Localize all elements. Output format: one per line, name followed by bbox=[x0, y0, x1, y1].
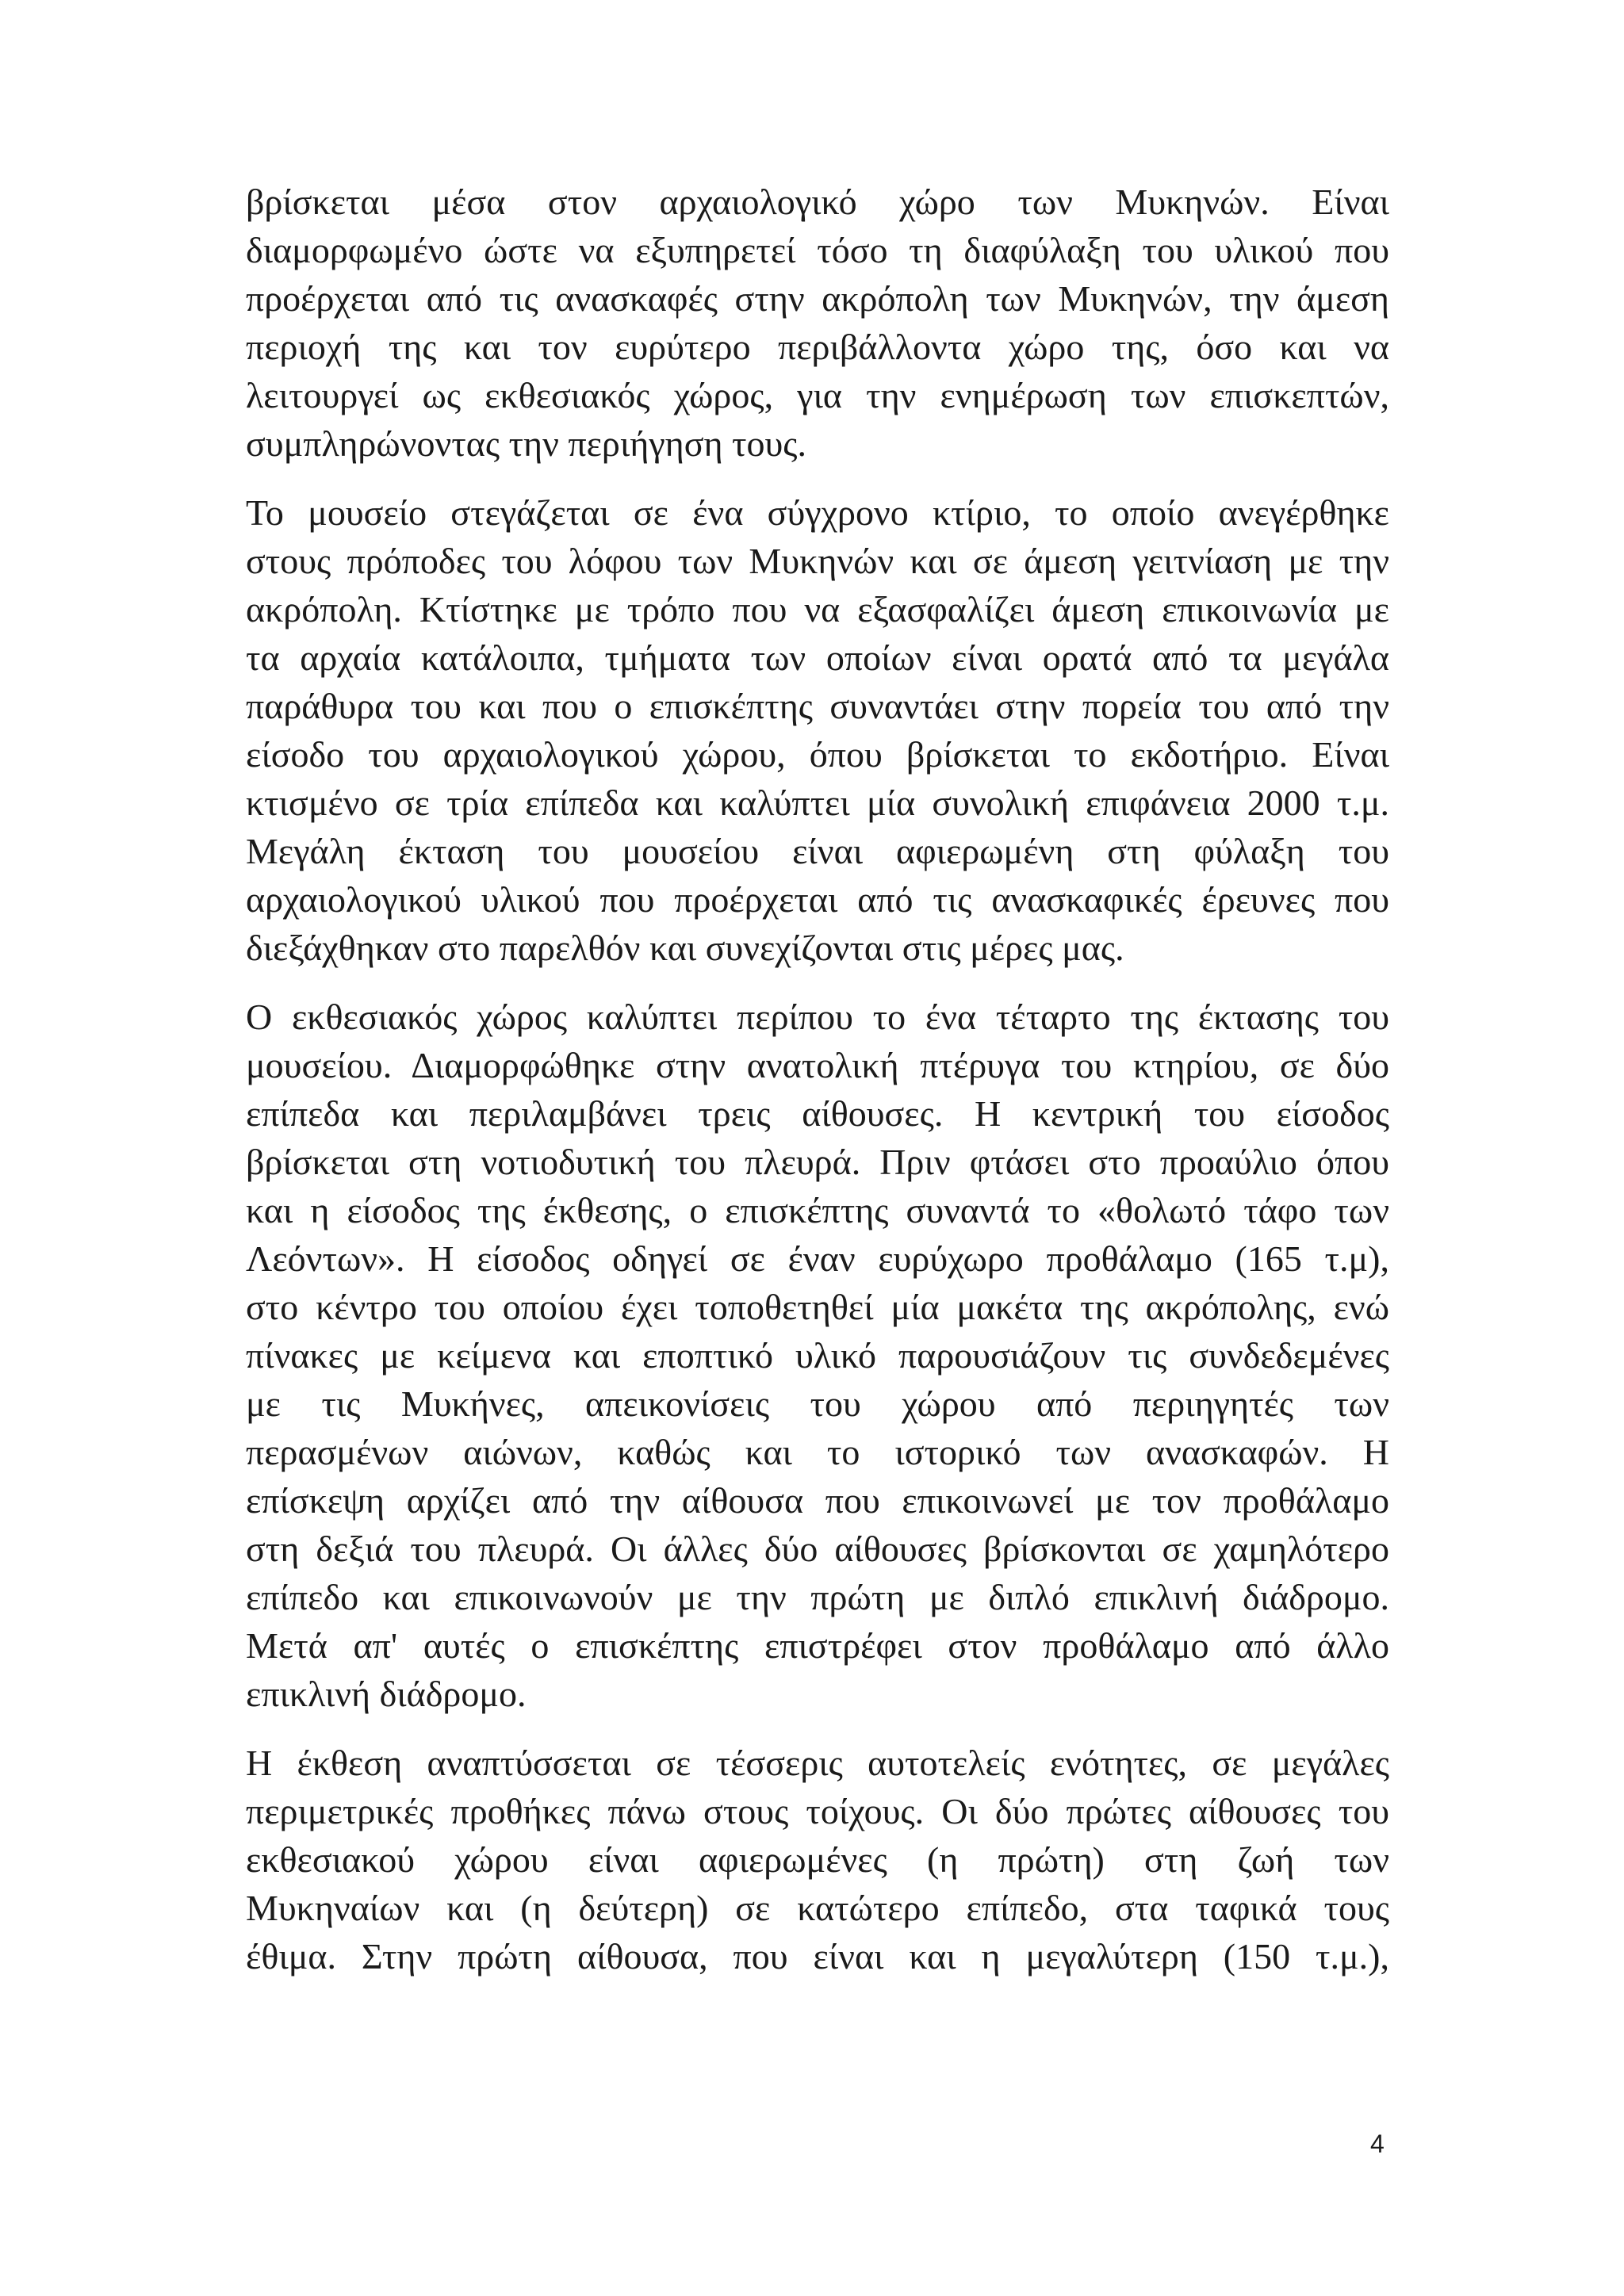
text-line: μουσείου. Διαμορφώθηκε στην ανατολική πτέρυγα του κτηρίου, σε δύο bbox=[246, 1045, 1389, 1085]
text-line: Λεόντων». Η είσοδος οδηγεί σε έναν ευρύχωρο προθάλαμο (165 τ.μ), bbox=[246, 1238, 1389, 1279]
text-line: διαμορφωμένο ώστε να εξυπηρετεί τόσο τη διαφύλαξη του υλικού που bbox=[246, 230, 1389, 270]
text-line: βρίσκεται στη νοτιοδυτική του πλευρά. Πριν φτάσει στο προαύλιο όπου bbox=[246, 1142, 1389, 1182]
text-line: συμπληρώνοντας την περιήγηση τους. bbox=[246, 423, 807, 464]
text-line: αρχαιολογικού υλικού που προέρχεται από τις ανασκαφικές έρευνες που bbox=[246, 879, 1389, 920]
text-line: επίπεδα και περιλαμβάνει τρεις αίθουσες. Η κεντρική του είσοδος bbox=[246, 1093, 1389, 1134]
text-line: Μεγάλη έκταση του μουσείου είναι αφιερωμένη στη φύλαξη του bbox=[246, 831, 1389, 871]
text-line: τα αρχαία κατάλοιπα, τμήματα των οποίων είναι ορατά από τα μεγάλα bbox=[246, 637, 1389, 678]
text-line: κτισμένο σε τρία επίπεδα και καλύπτει μία συνολική επιφάνεια 2000 τ.μ. bbox=[246, 783, 1389, 823]
text-line: βρίσκεται μέσα στον αρχαιολογικό χώρο των Μυκηνών. Είναι bbox=[246, 182, 1389, 222]
paragraph-1 bbox=[246, 178, 1389, 468]
text-line: με τις Μυκήνες, απεικονίσεις του χώρου από περιηγητές των bbox=[246, 1383, 1389, 1424]
body-text bbox=[246, 178, 1389, 2001]
page-number: 4 bbox=[1370, 2130, 1385, 2158]
text-line: επικλινή διάδρομο. bbox=[246, 1674, 527, 1714]
text-line: Μετά απ' αυτές ο επισκέπτης επιστρέφει στον προθάλαμο από άλλο bbox=[246, 1625, 1389, 1666]
text-line: λειτουργεί ως εκθεσιακός χώρος, για την ενημέρωση των επισκεπτών, bbox=[246, 375, 1389, 415]
text-line: στο κέντρο του οποίου έχει τοποθετηθεί μία μακέτα της ακρόπολης, ενώ bbox=[246, 1287, 1389, 1327]
text-line: Ο εκθεσιακός χώρος καλύπτει περίπου το ένα τέταρτο της έκτασης του bbox=[246, 997, 1389, 1037]
text-line: ακρόπολη. Κτίστηκε με τρόπο που να εξασφαλίζει άμεση επικοινωνία με bbox=[246, 589, 1389, 629]
text-line: διεξάχθηκαν στο παρελθόν και συνεχίζονται στις μέρες μας. bbox=[246, 928, 1124, 968]
text-line: προέρχεται από τις ανασκαφές στην ακρόπολη των Μυκηνών, την άμεση bbox=[246, 278, 1389, 319]
text-line: περιοχή της και τον ευρύτερο περιβάλλοντα χώρο της, όσο και να bbox=[246, 327, 1389, 367]
paragraph-3 bbox=[246, 993, 1389, 1718]
text-line: παράθυρα του και που ο επισκέπτης συναντάει στην πορεία του από την bbox=[246, 686, 1389, 726]
text-line: επίπεδο και επικοινωνούν με την πρώτη με διπλό επικλινή διάδρομο. bbox=[246, 1577, 1389, 1617]
text-line: και η είσοδος της έκθεσης, ο επισκέπτης συναντά το «θολωτό τάφο των bbox=[246, 1190, 1389, 1230]
paragraph-4 bbox=[246, 1739, 1389, 1980]
text-line: στη δεξιά του πλευρά. Οι άλλες δύο αίθουσες βρίσκονται σε χαμηλότερο bbox=[246, 1529, 1389, 1569]
text-line: Μυκηναίων και (η δεύτερη) σε κατώτερο επίπεδο, στα ταφικά τους bbox=[246, 1888, 1389, 1928]
text-line: επίσκεψη αρχίζει από την αίθουσα που επικοινωνεί με τον προθάλαμο bbox=[246, 1480, 1389, 1521]
text-line: στους πρόποδες του λόφου των Μυκηνών και σε άμεση γειτνίαση με την bbox=[246, 541, 1389, 581]
text-line: Η έκθεση αναπτύσσεται σε τέσσερις αυτοτελείς ενότητες, σε μεγάλες bbox=[246, 1743, 1389, 1783]
paragraph-2 bbox=[246, 488, 1389, 972]
text-line: Το μουσείο στεγάζεται σε ένα σύγχρονο κτίριο, το οποίο ανεγέρθηκε bbox=[246, 492, 1389, 533]
text-line: εκθεσιακού χώρου είναι αφιερωμένες (η πρώτη) στη ζωή των bbox=[246, 1839, 1389, 1880]
text-line: είσοδο του αρχαιολογικού χώρου, όπου βρίσκεται το εκδοτήριο. Είναι bbox=[246, 734, 1389, 775]
text-line: έθιμα. Στην πρώτη αίθουσα, που είναι και η μεγαλύτερη (150 τ.μ.), bbox=[246, 1936, 1389, 1976]
text-line: περιμετρικές προθήκες πάνω στους τοίχους. Οι δύο πρώτες αίθουσες του bbox=[246, 1791, 1389, 1831]
text-line: περασμένων αιώνων, καθώς και το ιστορικό των ανασκαφών. Η bbox=[246, 1432, 1389, 1472]
text-line: πίνακες με κείμενα και εποπτικό υλικό παρουσιάζουν τις συνδεδεμένες bbox=[246, 1335, 1389, 1376]
